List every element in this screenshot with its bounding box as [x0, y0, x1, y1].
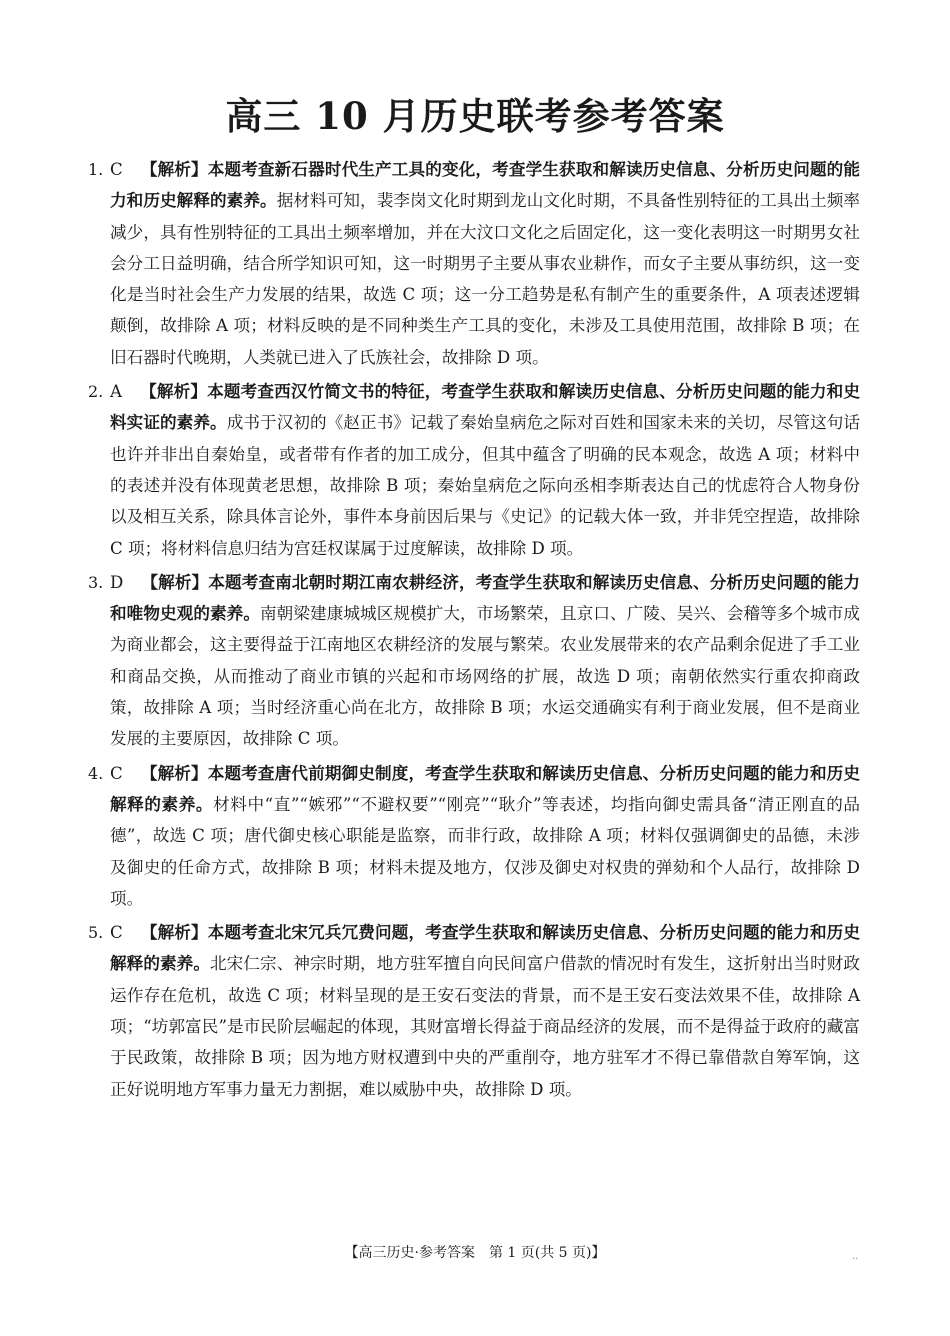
item-body: 南朝梁建康城城区规模扩大，市场繁荣，且京口、广陵、吴兴、会稽等多个城市成为商业都会，这主要得益于江南地区农耕经济的发展与繁荣。农业发展带来的农产品剩余促进了手工业和商品交换，从而推动了商业市镇的兴起和市场网络的扩展，故选 D 项；南朝依然实行重农抑商政策，故排除 A 项；当时经济重心尚在北方，故排除 B 项；水运交通确实有利于商业发展，但不是商业发展的主要原因，故排除 C 项。 — [110, 604, 860, 749]
item-tag: 【解析】 — [140, 922, 208, 943]
item-lead: 本题考查唐代前期御史制度，考查学生获取和解读历史信息、分析历史问题的能力和历史解释的素养。 — [110, 762, 860, 814]
answer-item-5 — [88, 917, 860, 1105]
answer-item-1 — [88, 154, 860, 373]
item-tag: 【解析】 — [140, 159, 208, 179]
corner-mark: .. — [852, 1251, 859, 1262]
item-paragraph — [110, 567, 860, 755]
answer-list — [88, 154, 860, 1108]
item-answer: C — [110, 763, 123, 783]
item-paragraph — [110, 758, 860, 914]
answer-item-2 — [88, 376, 860, 564]
item-number: 5. — [88, 923, 104, 943]
item-answer: C — [110, 160, 123, 179]
item-body: 据材料可知，裴李岗文化时期到龙山文化时期，不具备性别特征的工具出土频率减少，具有性别特征的工具出土频率增加，并在大汶口文化之后固定化，这一变化表明这一时期男女社会分工日益明确，结合所学知识可知，这一时期男子主要从事农业耕作，而女子主要从事纺织，这一变化是当时社会生产力发展的结果，故选 C 项；这一分工趋势是私有制产生的重要条件，A 项表述逻辑颠倒，故排除 A 项；材料反映的是不同种类生产工具的变化，未涉及工具使用范围，故排除 B 项；在旧石器时代晚期，人类就已进入了氏族社会，故排除 D 项。 — [110, 191, 861, 367]
item-tag: 【解析】 — [141, 571, 209, 592]
item-lead: 本题考查北宋冗兵冗费问题，考查学生获取和解读历史信息、分析历史问题的能力和历史解释的素养。 — [110, 922, 860, 974]
item-answer: D — [110, 572, 124, 592]
item-answer: A — [110, 382, 122, 402]
item-paragraph — [110, 376, 860, 564]
item-number: 1. — [88, 160, 104, 179]
item-body: 成书于汉初的《赵正书》记载了秦始皇病危之际对百姓和国家未来的关切，尽管这句话也许并非出自秦始皇，或者带有作者的加工成分，但其中蕴含了明确的民本观念，故选 A 项；材料中的表述并没有体现黄老思想，故排除 B 项；秦始皇病危之际向丞相李斯表达自己的忧虑符合人物身份以及相互关系，除具体言论外，事件本身前因后果与《史记》的记载大体一致，并非凭空捏造，故排除 C 项；将材料信息归结为宫廷权谋属于过度解读，故排除 D 项。 — [110, 413, 861, 558]
page-title: 高三 10 月历史联考参考答案 — [225, 94, 725, 138]
item-number: 4. — [88, 763, 104, 783]
item-tag: 【解析】 — [139, 381, 208, 402]
answer-item-4 — [88, 758, 860, 914]
item-paragraph — [110, 154, 860, 373]
item-lead: 本题考查南北朝时期江南农耕经济，考查学生获取和解读历史信息、分析历史问题的能力和唯物史观的素养。 — [110, 571, 861, 624]
item-lead: 本题考查新石器时代生产工具的变化，考查学生获取和解读历史信息、分析历史问题的能力和历史解释的素养。 — [110, 159, 860, 211]
item-body: 材料中“直”“嫉邪”“不避权要”“刚亮”“耿介”等表述，均指向御史需具备“清正刚直的品德”，故选 C 项；唐代御史核心职能是监察，而非行政，故排除 A 项；材料仅强调御史的品德，未涉及御史的任命方式，故排除 B 项；材料未提及地方，仅涉及御史对权贵的弹劾和个人品行，故排除 D 项。 — [110, 794, 860, 908]
page-footer: 【高三历史·参考答案 第 1 页(共 5 页)】 — [344, 1245, 606, 1261]
item-answer: C — [110, 923, 123, 943]
item-body: 北宋仁宗、神宗时期，地方驻军擅自向民间富户借款的情况时有发生，这折射出当时财政运作存在危机，故选 C 项；材料呈现的是王安石变法的背景，而不是王安石变法效果不佳，故排除 A 项；“坊郭富民”是市民阶层崛起的体现，其财富增长得益于商品经济的发展，而不是得益于政府的藏富于民政策，故排除 B 项；因为地方财权遭到中央的严重削夺，地方驻军才不得已靠借款自筹军饷，这正好说明地方军事力量无力割据，难以威胁中央，故排除 D 项。 — [110, 954, 861, 1099]
item-number: 2. — [88, 382, 104, 402]
item-number: 3. — [88, 572, 104, 592]
item-paragraph — [110, 917, 860, 1105]
item-tag: 【解析】 — [140, 762, 208, 783]
answer-item-3 — [88, 567, 860, 755]
item-lead: 本题考查西汉竹简文书的特征，考查学生获取和解读历史信息、分析历史问题的能力和史料实证的素养。 — [110, 381, 861, 433]
